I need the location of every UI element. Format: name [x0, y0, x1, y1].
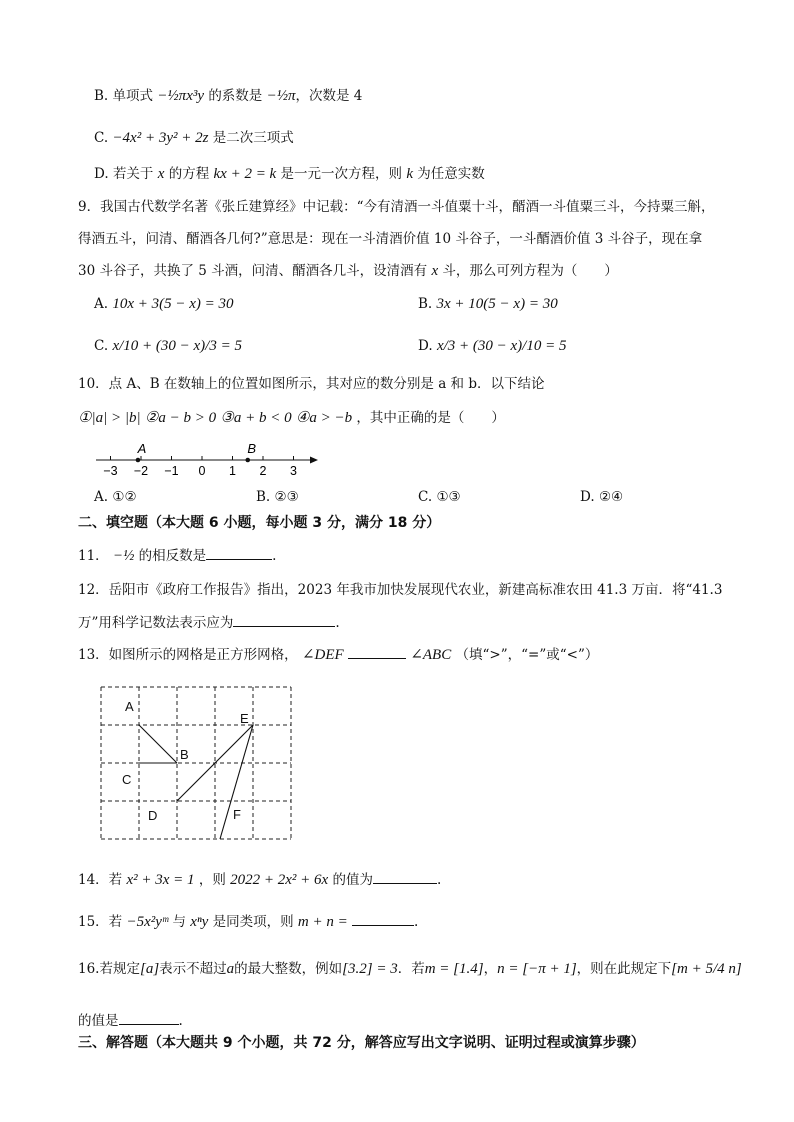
q10-statement-4: ④a > −b	[295, 410, 353, 426]
number-line-tick-label: −2	[133, 464, 149, 478]
q10-statements: ①|a| > |b| ②a − b > 0 ③a + b < 0 ④a > −b ，其中正确的是（ ）	[78, 410, 505, 426]
grid-label-d: D	[148, 808, 158, 823]
q12-line-1: 12．岳阳市《政府工作报告》指出，2023 年我市加快发展现代农业，新建高标准农田 41.3 万亩．将“41.3	[78, 582, 723, 598]
q12-line-2: 万”用科学记数法表示应为 .	[78, 612, 340, 633]
number-line-tick-label: −1	[164, 464, 179, 478]
answer-blank[interactable]	[373, 869, 437, 884]
segment-ab	[139, 725, 177, 763]
answer-blank[interactable]	[348, 644, 406, 659]
q11: 11． −½ 的相反数是 .	[78, 545, 276, 566]
q13: 13．如图所示的网格是正方形网格， ∠DEF ∠ABC （填“>”，“=”或“<”）	[78, 644, 598, 665]
q10-statement-2: ②a − b > 0	[144, 410, 217, 426]
q10-option-b: B. ②③	[256, 489, 299, 505]
answer-blank[interactable]	[119, 1010, 179, 1025]
q8-option-b: B. 单项式 −½πx³y 的系数是 −½π，次数是 4	[94, 88, 363, 104]
number-line-point-b	[245, 458, 250, 463]
q15: 15．若 −5x²yᵐ 与 xⁿy 是同类项，则 m + n = .	[78, 911, 418, 932]
section-3-title: 三、解答题（本大题共 9 个小题，共 72 分，解答应写出文字说明、证明过程或演算步骤）	[78, 1035, 645, 1051]
number-line-arrow-icon	[310, 457, 318, 464]
number-line-point-a	[136, 458, 141, 463]
q10-option-d: D. ②④	[580, 489, 624, 505]
q16-line-2: 的值是 .	[78, 1010, 183, 1031]
q9-option-a: A. 10x + 3(5 − x) = 30	[94, 296, 234, 312]
number-line-label-a: A	[137, 441, 147, 456]
q8-option-c: C. −4x² + 3y² + 2z 是二次三项式	[94, 130, 294, 146]
grid-figure	[100, 686, 296, 846]
section-2-title: 二、填空题（本大题 6 小题，每小题 3 分，满分 18 分）	[78, 515, 441, 531]
q10-option-c: C. ①③	[418, 489, 461, 505]
q8-option-d: D. 若关于 x 的方程 kx + 2 = k 是一元一次方程，则 k 为任意实数	[94, 166, 485, 182]
q10-line-1: 10．点 A、B 在数轴上的位置如图所示，其对应的数分别是 a 和 b．以下结论	[78, 376, 545, 392]
grid-label-f: F	[233, 807, 241, 822]
q9-line-2: 得酒五斗，问清、醑酒各几何?”意思是：现在一斗清酒价值 10 斗谷子，一斗醑酒价值 3 斗谷子，现在拿	[78, 231, 703, 247]
answer-blank[interactable]	[233, 612, 335, 627]
number-line-tick-label: 2	[259, 464, 267, 478]
q9-option-c: C. x/10 + (30 − x)/3 = 5	[94, 338, 242, 354]
number-line-tick-label: 3	[290, 464, 297, 478]
grid-label-a: A	[125, 699, 134, 714]
number-line-figure	[86, 438, 326, 482]
answer-blank[interactable]	[206, 545, 272, 560]
q10-statement-3: ③a + b < 0	[220, 410, 292, 426]
number-line-tick-label: 1	[229, 464, 236, 478]
q14: 14．若 x² + 3x = 1 ，则 2022 + 2x² + 6x 的值为 .	[78, 869, 441, 890]
q9-line-3: 30 斗谷子，共换了 5 斗酒，问清、醑酒各几斗，设清酒有 x 斗，那么可列方程为（ ）	[78, 263, 618, 279]
q10-statement-1: ①|a| > |b|	[78, 410, 141, 426]
answer-blank[interactable]	[352, 911, 414, 926]
q9-option-d: D. x/3 + (30 − x)/10 = 5	[418, 338, 567, 354]
q9-option-b: B. 3x + 10(5 − x) = 30	[418, 296, 558, 312]
grid-label-c: C	[122, 772, 132, 787]
number-line-label-b: B	[247, 441, 257, 456]
q10-option-a: A. ①②	[94, 489, 137, 505]
number-line-tick-label: −3	[103, 464, 118, 478]
q9-line-1: 9．我国古代数学名著《张丘建算经》中记载：“今有清酒一斗值粟十斗，醑酒一斗值粟三斗，今持粟三斛，	[78, 199, 715, 215]
number-line-tick-label: 0	[198, 464, 206, 478]
grid-label-b: B	[180, 747, 189, 762]
grid-label-e: E	[240, 711, 249, 726]
q16-line-1: 16.若规定[a]表示不超过a的最大整数，例如[3.2] = 3．若m = [1.4]，n = [−π + 1]，则在此规定下[m + 5/4 n]	[78, 961, 742, 977]
